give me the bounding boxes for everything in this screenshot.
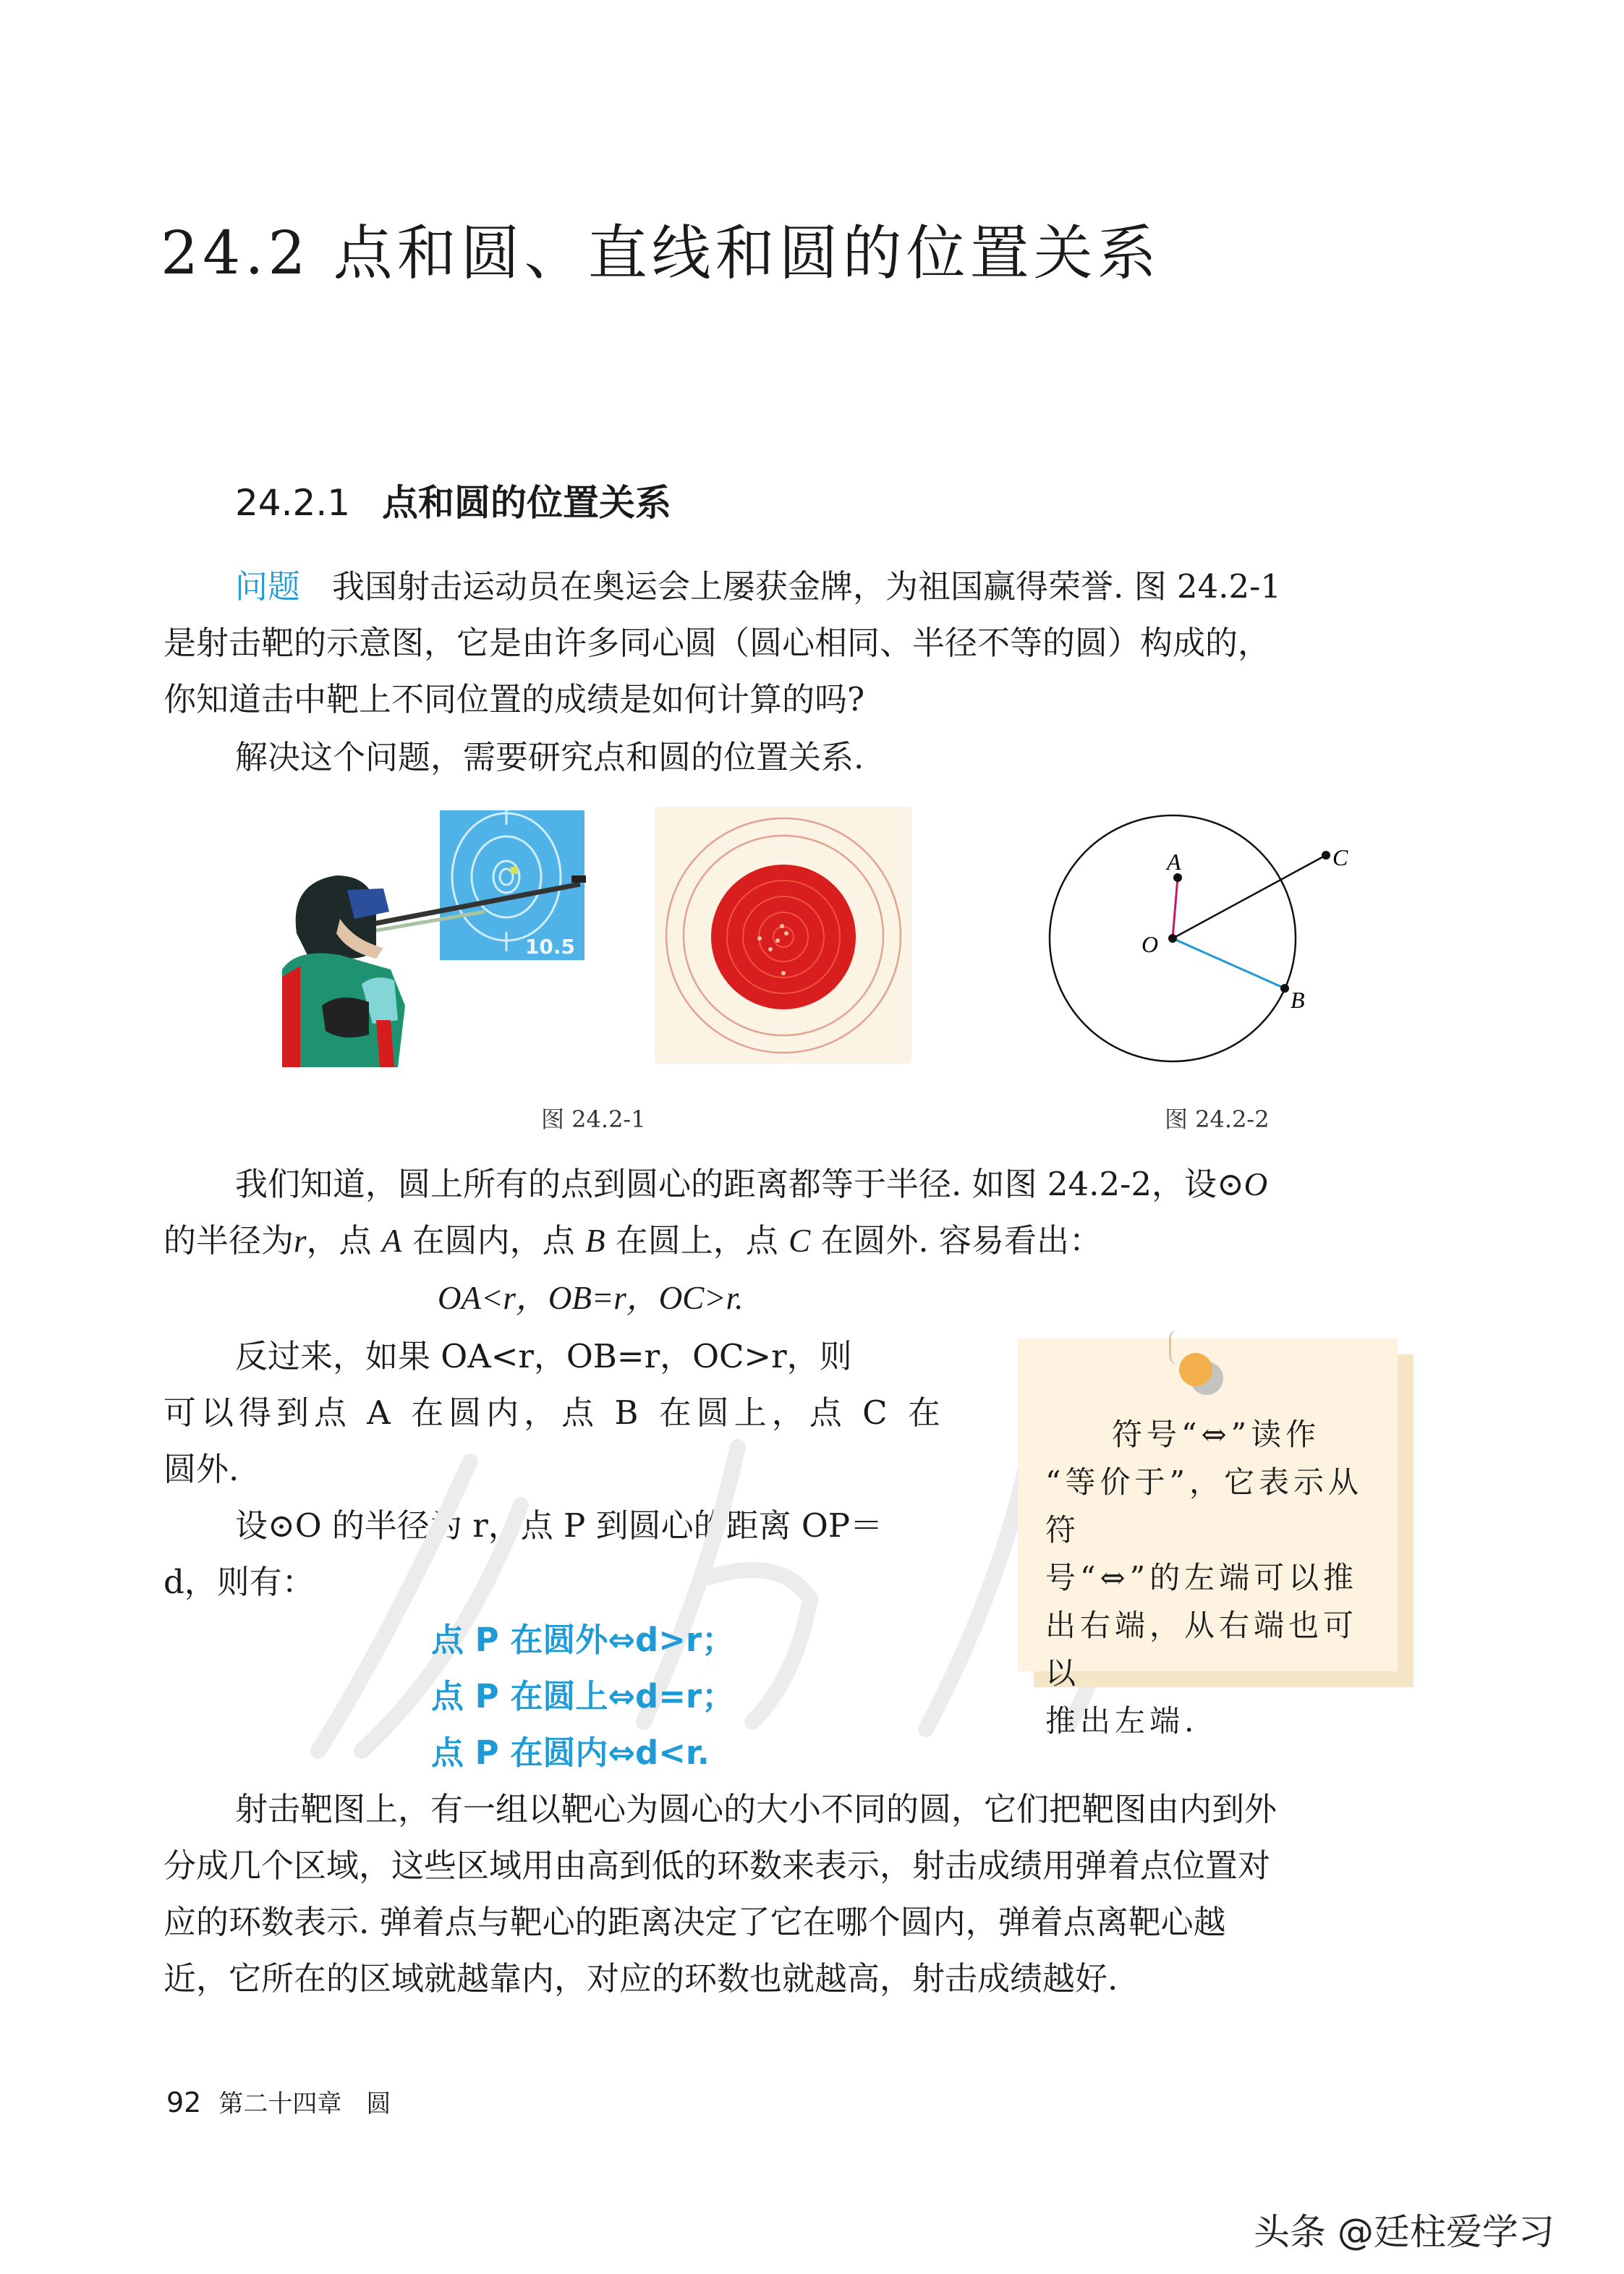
label-a: A (1167, 849, 1181, 875)
intro-paragraph: 解决这个问题，需要研究点和圆的位置关系. (235, 738, 864, 776)
body2-line-1: 反过来，如果 OA<r，OB=r，OC>r，则 (235, 1337, 852, 1375)
body4-line-2: 分成几个区域，这些区域用由高到低的环数来表示，射击成绩用弹着点位置对 (163, 1846, 1271, 1885)
segment-oa (1173, 878, 1178, 938)
relation-on: 点 P 在圆上⇔d=r； (431, 1677, 735, 1715)
figure-24-2-1-caption: 图 24.2-1 (541, 1106, 646, 1133)
target-photo (655, 807, 911, 1064)
point-b (1280, 984, 1289, 993)
body4-line-1: 射击靶图上，有一组以靶心为圆心的大小不同的圆，它们把靶图由内到外 (235, 1790, 1277, 1828)
subsection-number: 24.2.1 (235, 482, 351, 524)
chapter-label: 第二十四章 圆 (218, 2090, 391, 2118)
body3-line-2: d，则有： (163, 1563, 315, 1601)
point-o (1168, 934, 1177, 943)
relation-inside: 点 P 在圆内⇔d<r. (431, 1734, 710, 1772)
relation-outside: 点 P 在圆外⇔d>r； (431, 1621, 735, 1659)
point-c (1322, 851, 1330, 860)
subsection-title: 点和圆的位置关系 (382, 482, 672, 524)
body4-line-4: 近，它所在的区域就越靠内，对应的环数也就越高，射击成绩越好. (163, 1959, 1118, 1998)
problem-label: 问题 (235, 567, 301, 606)
source-watermark: 头条 @廷柱爱学习 (1254, 2211, 1555, 2253)
body4-line-3: 应的环数表示. 弹着点与靶心的距离决定了它在哪个圆内，弹着点离靶心越 (163, 1903, 1226, 1941)
label-c: C (1332, 844, 1348, 870)
problem-line-3: 你知道击中靶上不同位置的成绩是如何计算的吗? (163, 680, 865, 718)
segment-ob (1173, 938, 1285, 988)
score-display: 10.5 (524, 935, 575, 959)
label-b: B (1291, 987, 1305, 1013)
page-footer (166, 2084, 391, 2119)
formula-comparison: OA<r，OB=r，OC>r. (438, 1280, 744, 1316)
body3-line-1: 设⊙O 的半径为 r，点 P 到圆心的距离 OP＝ (235, 1506, 883, 1545)
body2-line-2: 可以得到点 A 在圆内，点 B 在圆上，点 C 在 (163, 1393, 945, 1432)
problem-line-1: 问题 我国射击运动员在奥运会上屡获金牌，为祖国赢得荣誉. 图 24.2-1 (235, 567, 1281, 606)
label-o: O (1142, 931, 1159, 957)
body1-line-1: 我们知道，圆上所有的点到圆心的距离都等于半径. 如图 24.2-2，设⊙O (235, 1165, 1268, 1203)
page-title: 24.2 点和圆、直线和圆的位置关系 (161, 219, 1161, 288)
note-text: 符号“⇔”读作 “等价于”，它表示从符 号“⇔”的左端可以推 出右端，从右端也可以 推出左端. (1045, 1417, 1363, 1739)
figure-24-2-2-caption: 图 24.2-2 (1165, 1106, 1270, 1133)
circle-diagram (1034, 803, 1374, 1078)
pushpin-icon (1179, 1353, 1212, 1386)
body1-line-2: 的半径为r，点 A 在圆内，点 B 在圆上，点 C 在圆外. 容易看出： (163, 1221, 1102, 1260)
page-number: 92 (166, 2087, 202, 2118)
subsection-heading (235, 474, 671, 526)
problem-line-2: 是射击靶的示意图，它是由许多同心圆（圆心相同、半径不等的圆）构成的， (163, 624, 1271, 662)
segment-oc (1173, 855, 1326, 938)
body2-line-3: 圆外. (163, 1450, 239, 1488)
shooter-photo (268, 803, 593, 1078)
